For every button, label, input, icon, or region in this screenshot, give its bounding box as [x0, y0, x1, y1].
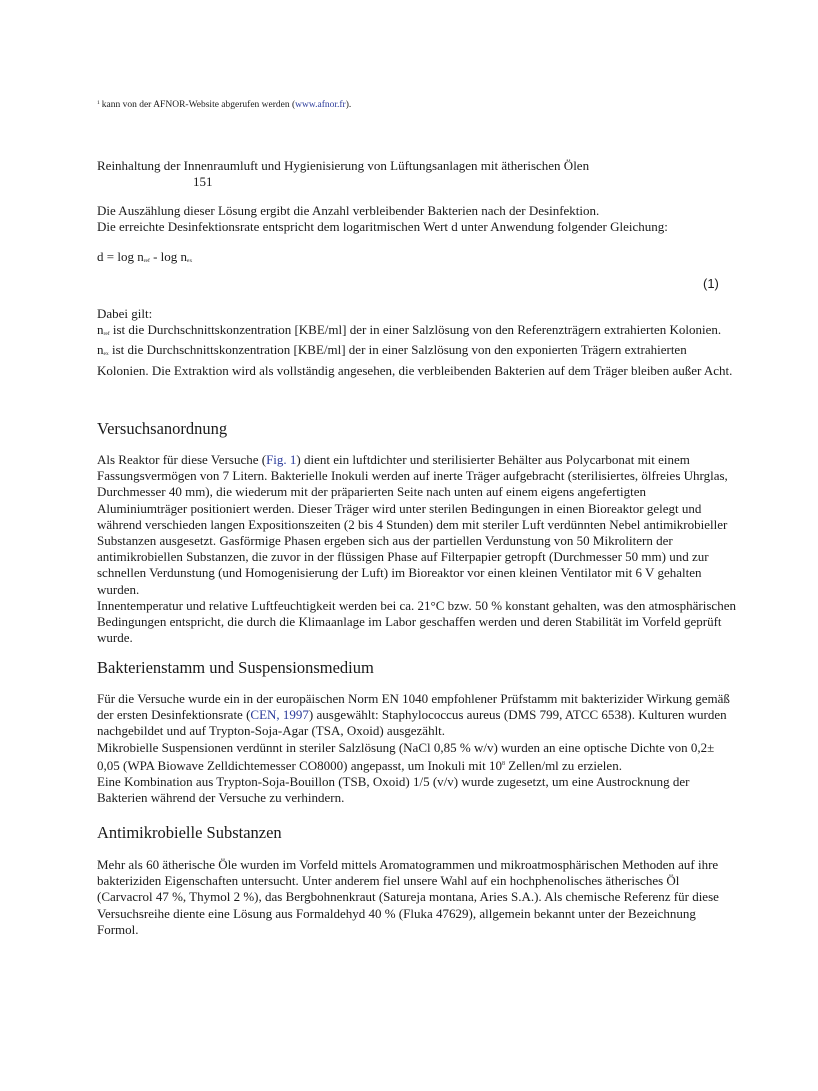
equation-part-1: d = log n — [97, 249, 144, 264]
running-header — [97, 158, 747, 190]
intro-line-1: Die Auszählung dieser Lösung ergibt die Anzahl verbleibender Bakterien nach der Desinfektion. — [97, 203, 600, 218]
running-header-title: Reinhaltung der Innenraumluft und Hygienisierung von Lüftungsanlagen mit ätherischen Ölen — [97, 158, 590, 173]
section2-body — [97, 691, 737, 806]
definitions — [97, 306, 737, 379]
footnote — [97, 97, 351, 111]
section2-paragraph-1: Für die Versuche wurde ein in der europäischen Norm EN 1040 empfohlener Prüfstamm mit bakterizider Wirkung gemäß der ersten Desinfektionsrate (CEN, 1997) ausgewählt: Staphylococcus aureus (DMS 799, ATCC 6538). Kulturen wurden nachgebildet und auf Trypton-Soja-Agar (TSA, Oxoid) ausgezählt. — [97, 691, 730, 739]
section1-paragraph-1: Als Reaktor für diese Versuche (Fig. 1) dient ein luftdichter und sterilisierter Behälter aus Polycarbonat mit einem Fassungsvermögen von 7 Litern. Bakterielle Inokuli werden auf inerte Träger aufgebracht (sterilisiertes, ölfreies Uhrglas, Durchmesser 40 mm), die wiederum mit der präparierten Seite nach unten auf einem eigens angefertigten Aluminiumträger positioniert werden. Dieser Träger wird unter sterilen Bedingungen in einen Bioreaktor gelegt und während verschieden langen Expositionszeiten (2 bis 4 Stunden) dem mit steriler Luft verdünnten Nebel antimikrobieller Substanzen ausgesetzt. Gasförmige Phasen ergeben sich aus der partiellen Verdunstung von 50 Mikrolitern der antimikrobiellen Substanzen, die zuvor in der flüssigen Phase auf Filterpapier getropft (Durchmesser 50 mm) und zur schnellen Verdunstung (und Homogenisierung der Luft) im Bioreaktor vor einen kleinen Ventilator mit 6 V gehalten wurden. — [97, 452, 728, 597]
section-heading-antimikrobielle: Antimikrobielle Substanzen — [97, 823, 282, 842]
equation-part-2: - log n — [149, 249, 188, 264]
section-heading-versuchsanordnung: Versuchsanordnung — [97, 419, 228, 438]
equation — [97, 249, 192, 269]
section2-paragraph-3: Eine Kombination aus Trypton-Soja-Bouillon (TSB, Oxoid) 1/5 (v/v) wurde zugesetzt, um eine Austrocknung der Bakterien während der Versuche zu verhindern. — [97, 774, 690, 806]
footnote-marker: 1 — [97, 100, 100, 106]
intro-paragraph — [97, 203, 737, 235]
intro-line-2: Die erreichte Desinfektionsrate entspricht dem logaritmischen Wert d unter Anwendung folgender Gleichung: — [97, 219, 668, 235]
equation-number: (1) — [703, 276, 719, 291]
section-heading-bakterienstamm: Bakterienstamm und Suspensionsmedium — [97, 658, 374, 677]
definitions-intro: Dabei gilt: — [97, 306, 153, 321]
equation-sub-ex: ex — [187, 258, 193, 264]
cen-1997-link[interactable]: CEN, 1997 — [250, 707, 309, 723]
footnote-text-end: ). — [345, 100, 352, 110]
section2-paragraph-2: Mikrobielle Suspensionen verdünnt in steriler Salzlösung (NaCl 0,85 % w/v) wurden an eine optische Dichte von 0,2± 0,05 (WPA Biowave Zelldichtemesser CO8000) angepasst, um Inokuli mit $10^8$ Zellen/ml zu erzielen. — [97, 739, 715, 773]
equation-sub-ref: ref — [143, 258, 150, 264]
fig-1-link[interactable]: Fig. 1 — [266, 452, 297, 467]
footnote-text: kann von der AFNOR-Website abgerufen werden ( — [101, 100, 296, 110]
section3-paragraph-1: Mehr als 60 ätherische Öle wurden im Vorfeld mittels Aromatogrammen und mikroatmosphärischen Methoden auf ihre bakteriziden Eigenschaften untersucht. Unter anderem fiel unsere Wahl auf ein hochphenolisches ätherisches Öl (Carvacrol 47 %, Thymol 2 %), das Bergbohnenkraut (Satureja montana, Aries S.A.). Als chemische Referenz für diese Versuchsreihe diente eine Lösung aus Formaldehyd 40 % (Fluka 47629), allgemein bekannt unter der Bezeichnung Formol. — [97, 857, 719, 937]
afnor-link[interactable]: www.afnor.fr — [295, 100, 346, 110]
section3-body — [97, 857, 737, 938]
definition-nex: nex ist die Durchschnittskonzentration [KBE/ml] der in einer Salzlösung von den exponierten Trägern extrahierten Kolonien. Die Extraktion wird als vollständig angesehen, die verbleibenden Bakterien auf dem Träger bleiben außer Acht. — [97, 342, 733, 378]
page-number: 151 — [193, 174, 213, 189]
definition-nref: nref ist die Durchschnittskonzentration [KBE/ml] der in einer Salzlösung von den Referenzträgern extrahierten Kolonien. — [97, 322, 722, 338]
section1-body — [97, 452, 737, 646]
section1-paragraph-2: Innentemperatur und relative Luftfeuchtigkeit werden bei ca. 21°C bzw. 50 % konstant gehalten, was den atmosphärischen Bedingungen entspricht, die durch die Klimaanlage im Labor geschaffen werden und deren Stabilität im Vorfeld geprüft wurde. — [97, 597, 736, 646]
